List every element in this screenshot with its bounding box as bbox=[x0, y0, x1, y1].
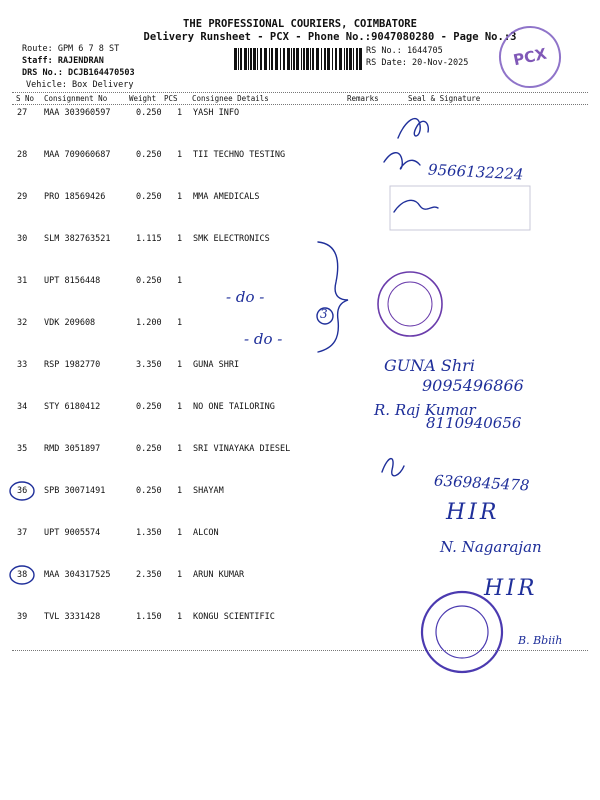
row-sno: 29 bbox=[17, 192, 28, 202]
row-consignee: MMA AMEDICALS bbox=[193, 192, 260, 202]
row-consignee: SRI VINAYAKA DIESEL bbox=[193, 444, 291, 454]
col-sno: S No bbox=[16, 94, 35, 103]
row-consignee: ARUN KUMAR bbox=[193, 570, 245, 580]
col-weight: Weight bbox=[129, 94, 157, 103]
row-pcs: 1 bbox=[177, 150, 183, 160]
handwritten-signature: B. Bbiih bbox=[518, 634, 563, 647]
vehicle-label: Vehicle: Box Delivery bbox=[26, 80, 134, 90]
row-sno: 34 bbox=[17, 402, 28, 412]
row-sno: 36 bbox=[17, 486, 28, 496]
handwritten-phone: 9095496866 bbox=[422, 376, 524, 395]
row-pcs: 1 bbox=[177, 612, 183, 622]
col-remarks: Remarks bbox=[347, 94, 379, 103]
row-pcs: 1 bbox=[177, 318, 183, 328]
row-consignment: SLM 382763521 bbox=[44, 234, 111, 244]
handwritten-phone: 9566132224 bbox=[427, 160, 524, 184]
row-weight: 1.350 bbox=[136, 528, 162, 538]
row-consignment: VDK 209608 bbox=[44, 318, 96, 328]
handwritten-name: R. Raj Kumar bbox=[374, 401, 476, 419]
row-consignment: PRO 18569426 bbox=[44, 192, 106, 202]
row-pcs: 1 bbox=[177, 486, 183, 496]
rs-date: RS Date: 20-Nov-2025 bbox=[366, 58, 469, 68]
row-sno: 27 bbox=[17, 108, 28, 118]
col-consignee: Consignee Details bbox=[192, 94, 269, 103]
row-consignee: SHAYAM bbox=[193, 486, 224, 496]
row-consignment: MAA 304317525 bbox=[44, 570, 111, 580]
row-consignment: RSP 1982770 bbox=[44, 360, 101, 370]
row-sno: 38 bbox=[17, 570, 28, 580]
row-consignment: SPB 30071491 bbox=[44, 486, 106, 496]
staff-label: Staff: RAJENDRAN bbox=[22, 56, 104, 66]
row-weight: 0.250 bbox=[136, 150, 162, 160]
row-sno: 39 bbox=[17, 612, 28, 622]
row-consignee: KONGU SCIENTIFIC bbox=[193, 612, 275, 622]
row-sno: 31 bbox=[17, 276, 28, 286]
drs-number: DRS No.: DCJB164470503 bbox=[22, 68, 135, 78]
row-pcs: 1 bbox=[177, 108, 183, 118]
row-pcs: 1 bbox=[177, 192, 183, 202]
pcx-stamp-text: PCX bbox=[511, 44, 549, 70]
row-consignee: YASH INFO bbox=[193, 108, 240, 118]
row-consignee: SMK ELECTRONICS bbox=[193, 234, 270, 244]
row-pcs: 1 bbox=[177, 402, 183, 412]
row-pcs: 1 bbox=[177, 444, 183, 454]
company-name: THE PROFESSIONAL COURIERS, COIMBATORE bbox=[183, 18, 417, 30]
row-sno: 28 bbox=[17, 150, 28, 160]
row-sno: 33 bbox=[17, 360, 28, 370]
row-sno: 32 bbox=[17, 318, 28, 328]
row-weight: 2.350 bbox=[136, 570, 162, 580]
row-sno: 30 bbox=[17, 234, 28, 244]
row-consignee: ALCON bbox=[193, 528, 219, 538]
col-consignment: Consignment No bbox=[44, 94, 108, 103]
row-consignee: TII TECHNO TESTING bbox=[193, 150, 286, 160]
row-consignment: MAA 303960597 bbox=[44, 108, 111, 118]
handwritten-name: N. Nagarajan bbox=[440, 538, 542, 556]
row-pcs: 1 bbox=[177, 234, 183, 244]
row-consignment: STY 6180412 bbox=[44, 402, 101, 412]
row-pcs: 1 bbox=[177, 528, 183, 538]
row-consignment: MAA 709060687 bbox=[44, 150, 111, 160]
row-weight: 0.250 bbox=[136, 486, 162, 496]
route-label: Route: GPM 6 7 8 ST bbox=[22, 44, 120, 54]
row-weight: 0.250 bbox=[136, 192, 162, 202]
row-sno: 37 bbox=[17, 528, 28, 538]
handwritten-phone: 8110940656 bbox=[426, 414, 522, 432]
col-pcs: PCS bbox=[164, 94, 178, 103]
row-weight: 0.250 bbox=[136, 402, 162, 412]
row-weight: 0.250 bbox=[136, 276, 162, 286]
handwritten-name: GUNA Shri bbox=[384, 356, 475, 375]
ditto-count: 3 bbox=[320, 307, 328, 321]
rs-number: RS No.: 1644705 bbox=[366, 46, 443, 56]
row-weight: 1.150 bbox=[136, 612, 162, 622]
row-consignee: NO ONE TAILORING bbox=[193, 402, 275, 412]
runsheet-title: Delivery Runsheet - PCX - Phone No.:9047080280 - Page No.:3 bbox=[143, 31, 517, 43]
ditto-mark: - do - bbox=[244, 330, 283, 348]
row-sno: 35 bbox=[17, 444, 28, 454]
col-seal-signature: Seal & Signature bbox=[408, 94, 481, 103]
row-consignment: UPT 8156448 bbox=[44, 276, 101, 286]
row-weight: 0.250 bbox=[136, 108, 162, 118]
row-consignment: UPT 9005574 bbox=[44, 528, 101, 538]
handwritten-initials: HIR bbox=[484, 576, 538, 601]
row-consignee: GUNA SHRI bbox=[193, 360, 240, 370]
row-weight: 3.350 bbox=[136, 360, 162, 370]
row-pcs: 1 bbox=[177, 360, 183, 370]
row-weight: 1.200 bbox=[136, 318, 162, 328]
row-weight: 0.250 bbox=[136, 444, 162, 454]
ditto-mark: - do - bbox=[226, 288, 265, 306]
row-weight: 1.115 bbox=[136, 234, 162, 244]
handwritten-initials: HIR bbox=[446, 500, 500, 525]
handwritten-phone: 6369845478 bbox=[433, 471, 530, 495]
row-pcs: 1 bbox=[177, 570, 183, 580]
row-consignment: TVL 3331428 bbox=[44, 612, 101, 622]
row-pcs: 1 bbox=[177, 276, 183, 286]
row-consignment: RMD 3051897 bbox=[44, 444, 101, 454]
